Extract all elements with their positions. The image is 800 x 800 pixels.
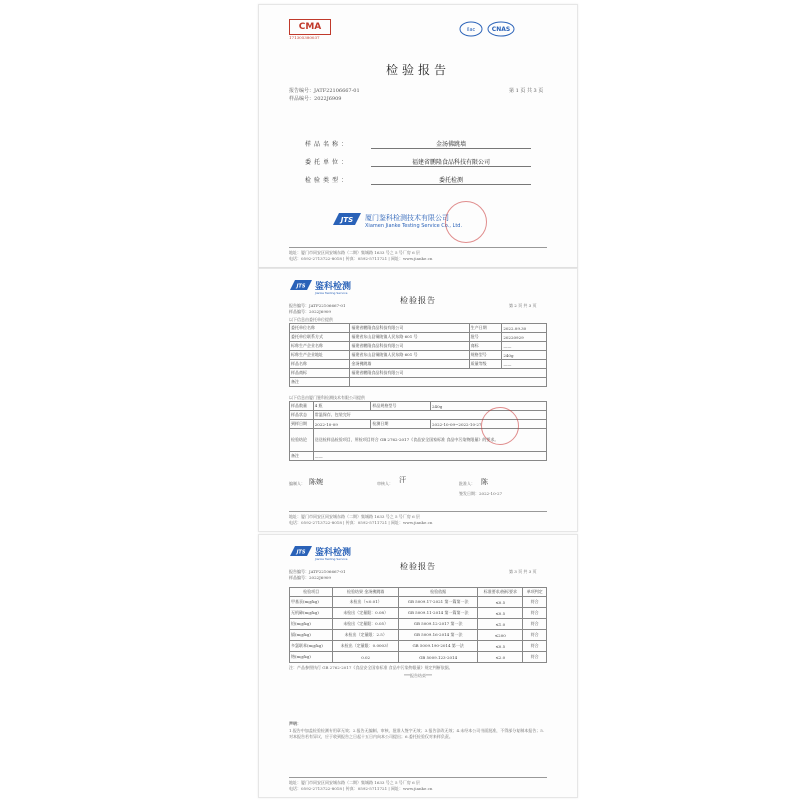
cell-method: GB 5009.16-2014 第一法 <box>399 630 478 641</box>
jts-logo-icon <box>289 545 313 557</box>
table-row <box>290 360 547 369</box>
statement-text: 1.报告中加盖检验检测专用章无效；2.报告无编制、审核、批准人签字无效；3.报告涂改无效；4.未经本公司书面批准，不得部分复制本报告；5.对本报告若有异议，应于收到报告之日起十五日内向本公司提出；6.委托检验仅对来样负责。 <box>289 728 545 739</box>
row-label: 备注 <box>290 378 350 387</box>
row-label: 样品规格型号 <box>371 402 431 411</box>
cell-method: GB 5009.11-2014 第一篇第一法 <box>399 608 478 619</box>
row-label: 样品状态 <box>290 411 314 420</box>
brand-subtitle: Jianke Testing Service <box>315 557 348 561</box>
row-label: 检验结论 <box>290 429 314 452</box>
prepared-by-signature: 陈婉 <box>309 478 323 486</box>
cma-logo: CMA <box>289 19 331 35</box>
cell-item: 无机砷(mg/kg) <box>290 608 333 619</box>
cell-item: 甲基汞(mg/kg) <box>290 597 333 608</box>
table-row <box>290 641 547 652</box>
report-no: JATF22106667-01 <box>309 569 346 574</box>
reviewed-by-label: 审核人： <box>377 481 393 486</box>
row-value: 2022-10-09~2022-10-27 <box>430 420 546 429</box>
row-value: 常温保存、包装完好 <box>313 411 546 420</box>
cell-result: 未检出（定量限：0.08） <box>333 608 399 619</box>
row-value: 240g <box>502 351 547 360</box>
brand-name: 鉴科检测 <box>315 282 352 292</box>
sample-no-label: 样品编号： <box>289 96 315 102</box>
row-value: —— <box>313 452 546 461</box>
row-value: 福建省鹏隆食品科技有限公司 <box>350 342 469 351</box>
report-title: 检验报告 <box>400 296 436 305</box>
cell-method: GB 5009.12-2017 第一法 <box>399 619 478 630</box>
report-cover-page <box>258 4 578 268</box>
row-value: 送送检样品检验项目，所检项目符合 GB 2762-2017《食品安全国家标准 食品中污染物限量》的要求。 <box>313 429 546 452</box>
row-value: —— <box>502 342 547 351</box>
approved-by-label: 批准人： <box>459 481 475 486</box>
report-no-label: 报告编号： <box>289 303 309 308</box>
column-header: 检验依据 <box>399 588 478 597</box>
statement-title: 声明： <box>289 721 301 726</box>
table-row <box>290 652 547 663</box>
row-value: 福建省鹏隆食品科技有限公司 <box>350 324 469 333</box>
table-row <box>290 342 547 351</box>
client-label: 委托单位： <box>305 159 351 166</box>
sample-no: 2022J6909 <box>309 575 331 580</box>
prepared-by-label: 编制人： <box>289 481 305 486</box>
company-seal <box>445 201 487 243</box>
cell-limit: ≤0.5 <box>478 597 523 608</box>
cell-item: 多氯联苯(mg/kg) <box>290 641 333 652</box>
row-value: 20220929 <box>502 333 547 342</box>
table-row <box>290 333 547 342</box>
jts-logo-icon <box>331 211 363 227</box>
report-title: 检验报告 <box>400 562 436 571</box>
brand-subtitle: Jianke Testing Service <box>315 291 348 295</box>
sample-no-label: 样品编号： <box>289 575 309 580</box>
row-label: 检测日期 <box>371 420 431 429</box>
row-label: 标称生产企业地址 <box>290 351 350 360</box>
cnas-text: CNAS <box>491 26 511 33</box>
client-info-table <box>289 323 547 387</box>
cell-verdict: 符合 <box>523 608 547 619</box>
row-value: 2022.09.30 <box>502 324 547 333</box>
footer-address: 地址：厦门市同安区同安城东路（二期）集城路 1633 号之 5 号厂房 6 层 <box>289 780 420 785</box>
row-value <box>350 378 547 387</box>
cell-result: 未检出（定量限：0.0003） <box>333 641 399 652</box>
sample-name-label: 样品名称： <box>305 141 351 148</box>
cell-result: 未检出（定量限：2.5） <box>333 630 399 641</box>
svg-text:JTS: JTS <box>340 216 354 224</box>
cell-result: 0.02 <box>333 652 399 663</box>
cell-method: GB 5009.17-2021 第一篇第一法 <box>399 597 478 608</box>
report-no-label: 报告编号： <box>289 88 315 94</box>
results-table <box>289 587 547 663</box>
section-lab-info: 以下信息由厦门鉴科检测技术有限公司提供 <box>289 395 365 400</box>
report-no: JATF22106667-01 <box>314 88 360 94</box>
table-row <box>290 619 547 630</box>
cell-verdict: 符合 <box>523 619 547 630</box>
reviewed-by-signature: 汗 <box>399 476 406 484</box>
cma-number: 171305380037 <box>289 35 320 40</box>
footer-phone: 电话：0592-2713722-8018 | 传真：0592-5711721 | 网址：www.jianke.cn <box>289 256 433 261</box>
sample-no-label: 样品编号： <box>289 309 309 314</box>
row-value: 福建省东山县铜陵镇人民东路 601 号 <box>350 333 469 342</box>
cell-item: 铅(mg/kg) <box>290 619 333 630</box>
row-label: 委托单位联系方式 <box>290 333 350 342</box>
page-info: 第 1 页 共 3 页 <box>509 88 544 94</box>
row-value: 2022-10-09 <box>313 420 371 429</box>
row-label: 批号 <box>469 333 502 342</box>
cell-limit: ≤1.0 <box>478 619 523 630</box>
page-info: 第 3 页 共 3 页 <box>509 569 537 574</box>
end-mark: ***报告结束*** <box>404 673 432 678</box>
inspection-seal <box>481 407 519 445</box>
footer-address: 地址：厦门市同安区同安城东路（二期）集城路 1633 号之 5 号厂房 6 层 <box>289 514 420 519</box>
row-label: 规格型号 <box>469 351 502 360</box>
column-header: 检验项目 <box>290 588 333 597</box>
cell-verdict: 符合 <box>523 630 547 641</box>
cell-method: GB 5009.190-2014 第一法 <box>399 641 478 652</box>
row-value: 4 瓶 <box>313 402 371 411</box>
row-label: 标称生产企业名称 <box>290 342 350 351</box>
cell-result: 未检出（定量限：0.05） <box>333 619 399 630</box>
row-label: 样品商标 <box>290 369 350 378</box>
row-label: 商标 <box>469 342 502 351</box>
approved-by-signature: 陈 <box>481 478 488 486</box>
report-no: JATF22106667-01 <box>309 303 346 308</box>
cell-limit: ≤0.5 <box>478 608 523 619</box>
cell-verdict: 符合 <box>523 641 547 652</box>
footer-phone: 电话：0592-2713722-8018 | 传真：0592-5711721 | 网址：www.jianke.cn <box>289 786 433 791</box>
report-no-label: 报告编号： <box>289 569 309 574</box>
row-label: 质量等级 <box>469 360 502 369</box>
row-label: 备注 <box>290 452 314 461</box>
row-label: 样品数量 <box>290 402 314 411</box>
sample-no: 2022J6909 <box>314 96 342 102</box>
report-title: 检验报告 <box>385 63 450 77</box>
table-row <box>290 630 547 641</box>
row-label: 样品名称 <box>290 360 350 369</box>
jts-logo-icon <box>289 279 313 291</box>
test-type: 委托检测 <box>438 177 463 184</box>
cell-verdict: 符合 <box>523 597 547 608</box>
table-row <box>290 378 547 387</box>
cell-method: GB 5009.123-2014 <box>399 652 478 663</box>
cell-item: 镉(mg/kg) <box>290 630 333 641</box>
cnas-accreditation-icon <box>459 21 539 37</box>
cell-item: 铬(mg/kg) <box>290 652 333 663</box>
table-row <box>290 324 547 333</box>
sample-name: 金汤佛跳墙 <box>435 141 466 148</box>
column-header: 单项判定 <box>523 588 547 597</box>
svg-text:JTS: JTS <box>296 283 306 290</box>
cell-verdict: 符合 <box>523 652 547 663</box>
table-note: 注：产品参照执行 GB 2762-2017《食品安全国家标准 食品中污染物限量》规定判断依据。 <box>289 665 453 670</box>
client-name: 福建省鹏隆食品科技有限公司 <box>411 159 490 166</box>
cell-limit: ≤200 <box>478 630 523 641</box>
svg-text:JTS: JTS <box>296 549 306 556</box>
sign-date-label: 签发日期： <box>459 491 479 496</box>
footer-phone: 电话：0592-2713722-8018 | 传真：0592-5711721 | 网址：www.jianke.cn <box>289 520 433 525</box>
brand-name: 鉴科检测 <box>315 548 352 558</box>
column-header: 检验结果 金汤佛跳墙 <box>333 588 399 597</box>
test-type-label: 检验类型： <box>305 177 351 184</box>
cell-limit: ≤2.0 <box>478 652 523 663</box>
sample-no: 2022J6909 <box>309 309 331 314</box>
table-row <box>290 452 547 461</box>
row-value: 金汤佛跳墙 <box>350 360 469 369</box>
row-value: 240g <box>430 402 546 411</box>
sign-date: 2022-10-27 <box>479 491 503 496</box>
cell-result: 未检出（<0.01） <box>333 597 399 608</box>
table-row <box>290 369 547 378</box>
row-value: —— <box>502 360 547 369</box>
report-results-page <box>258 534 578 798</box>
row-value: 福建省东山县铜陵镇人民东路 601 号 <box>350 351 469 360</box>
svg-text:ilac: ilac <box>466 27 476 33</box>
table-row <box>290 597 547 608</box>
row-label: 委托单位名称 <box>290 324 350 333</box>
row-value: 福建省鹏隆食品科技有限公司 <box>350 369 547 378</box>
row-label: 生产日期 <box>469 324 502 333</box>
footer-address: 地址：厦门市同安区同安城东路（二期）集城路 1633 号之 5 号厂房 6 层 <box>289 250 420 255</box>
report-info-page <box>258 268 578 532</box>
company-name-cn: 厦门鉴科检测技术有限公司 <box>365 214 449 222</box>
cell-limit: ≤0.5 <box>478 641 523 652</box>
table-row <box>290 608 547 619</box>
table-row <box>290 351 547 360</box>
page-info: 第 2 页 共 3 页 <box>509 303 537 308</box>
row-label: 到样日期 <box>290 420 314 429</box>
section-client-info: 以下信息由委托单位提供 <box>289 317 333 322</box>
column-header: 标准要求/指标要求 <box>478 588 523 597</box>
company-name-en: Xiamen Jianke Testing Service Co., Ltd. <box>365 223 463 229</box>
